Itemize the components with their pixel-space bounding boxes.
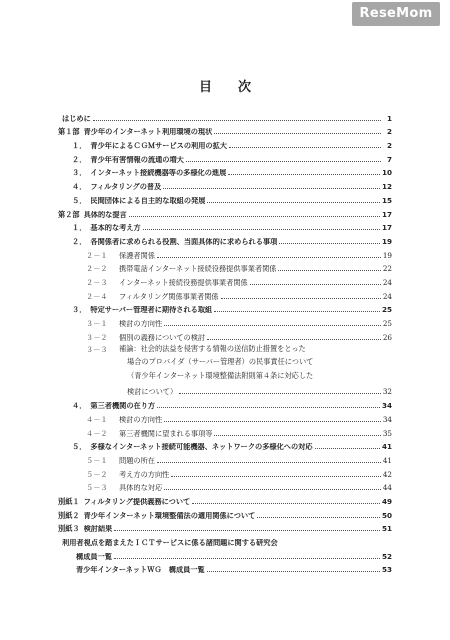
toc-entry-label: 青少年インターネット環境整備法の適用関係について	[83, 511, 256, 520]
toc-entry-label: 青少年有害情報の流通の増大	[90, 155, 184, 164]
dot-leader	[214, 133, 381, 134]
toc-entry-label: 民間団体による自主的な取組の発展	[90, 196, 206, 205]
toc-entry-label: フィルタリングの普及	[90, 183, 162, 192]
toc-entry-number: ４．	[72, 182, 87, 192]
toc-entry-line: 補論：社会的法益を侵害する情報の送信防止措置をとった	[119, 343, 306, 353]
toc-entry[interactable]	[58, 246, 392, 260]
toc-entry-number: １．	[72, 223, 87, 233]
toc-entry[interactable]	[58, 547, 392, 561]
toc-entry-label: フィルタリング提供義務について	[83, 497, 191, 506]
toc-entry[interactable]	[58, 191, 392, 205]
toc-entry[interactable]	[58, 328, 392, 342]
toc-entry-page: 42	[382, 469, 392, 479]
toc-entry-number: ５．	[72, 442, 87, 452]
dot-leader	[228, 174, 380, 175]
toc-entry-page: 19	[381, 236, 392, 246]
toc-entry[interactable]	[58, 260, 392, 274]
toc-entry-number: ３．	[72, 305, 87, 315]
toc-entry[interactable]	[58, 123, 392, 137]
toc-entry-label: 構成員一覧	[76, 552, 112, 561]
toc-entry-label: 基本的な考え方	[90, 224, 141, 233]
dot-leader	[278, 270, 380, 271]
toc-entry[interactable]	[58, 301, 392, 315]
toc-entry-number: ５－２	[86, 469, 108, 479]
toc-entry-number: ２－４	[86, 291, 108, 301]
toc-entry-label: 青少年のインターネット利用環境の現状	[83, 128, 213, 137]
toc-entry[interactable]	[58, 396, 392, 410]
toc-entry[interactable]	[58, 451, 392, 465]
dot-leader	[163, 188, 380, 189]
toc-entry-number: ５－３	[86, 483, 108, 493]
page-title: 目次	[198, 80, 277, 95]
toc-entry-label: 利用者視点を踏まえたＩＣＴサービスに係る諸問題に関する研究会	[62, 539, 278, 547]
dot-leader	[214, 311, 380, 312]
dot-leader	[164, 489, 381, 490]
table-of-contents	[58, 109, 392, 574]
toc-entry-page: 22	[382, 264, 392, 274]
toc-entry-number: 第２部	[58, 209, 80, 219]
toc-entry-page: 41	[381, 442, 392, 452]
toc-entry-label: 保護者関係	[119, 251, 155, 260]
toc-entry-label: 具体的な提言	[83, 210, 127, 219]
toc-entry-number: ３－１	[86, 319, 108, 328]
toc-entry-label: フィルタリング関係事業者関係	[119, 292, 219, 301]
toc-entry[interactable]	[58, 232, 392, 246]
toc-entry[interactable]	[58, 205, 392, 219]
dot-leader	[315, 448, 380, 449]
toc-entry-page: 17	[381, 223, 392, 233]
dot-leader	[129, 216, 380, 217]
dot-leader	[257, 517, 380, 518]
toc-entry[interactable]	[58, 424, 392, 438]
toc-entry-label: 問題の所在	[119, 456, 155, 465]
toc-entry-label: インターネット接続機器等の多様化の進展	[90, 169, 227, 178]
toc-entry-number: ４－１	[86, 414, 108, 424]
toc-entry-page: 15	[381, 195, 392, 205]
toc-entry-label: はじめに	[62, 114, 91, 123]
toc-entry[interactable]	[58, 109, 392, 123]
toc-entry-number: ５．	[72, 195, 87, 205]
dot-leader	[229, 147, 381, 148]
toc-entry-page: 25	[381, 305, 392, 315]
toc-entry[interactable]	[58, 177, 392, 191]
toc-entry[interactable]	[58, 287, 392, 301]
toc-entry-number: 別紙１	[58, 496, 80, 506]
toc-entry-page: 24	[382, 277, 392, 287]
toc-entry-label: 個別の義務についての検討	[119, 333, 206, 342]
toc-entry-page: 44	[382, 483, 392, 493]
toc-entry[interactable]	[58, 314, 392, 328]
dot-leader	[171, 476, 381, 477]
toc-entry-number: ３－２	[86, 332, 108, 342]
toc-entry[interactable]	[58, 492, 392, 506]
dot-leader	[114, 558, 380, 559]
toc-entry[interactable]	[58, 465, 392, 479]
toc-entry-number: ２．	[72, 154, 87, 164]
toc-entry-page: 19	[382, 250, 392, 260]
toc-entry-label: 検討結果	[83, 525, 113, 534]
toc-entry-page: 24	[382, 291, 392, 301]
toc-entry-line-last	[119, 383, 392, 397]
toc-entry-number: 別紙３	[58, 524, 80, 534]
toc-entry[interactable]	[58, 561, 392, 575]
toc-entry[interactable]	[58, 150, 392, 164]
toc-entry-label: 検討の方向性	[119, 415, 163, 424]
toc-entry-page: 41	[382, 455, 392, 465]
toc-entry-line: 場合のプロバイダ（サーバー管理者）の民事責任について	[127, 357, 314, 367]
toc-entry-label: 青少年によるＣＧＭサービスの利用の拡大	[90, 142, 227, 151]
toc-entry-page: 50	[381, 510, 392, 520]
toc-entry-number: 別紙２	[58, 510, 80, 520]
toc-entry[interactable]	[58, 479, 392, 493]
toc-entry-number: ３－３	[86, 344, 108, 354]
toc-entry-page: 34	[381, 401, 392, 411]
toc-entry-page: 10	[381, 168, 392, 178]
dot-leader	[93, 120, 381, 121]
toc-entry-page: 7	[386, 154, 392, 164]
toc-entry-page: 2	[386, 141, 392, 151]
toc-entry[interactable]	[58, 136, 392, 150]
toc-entry-number: １．	[72, 141, 87, 151]
toc-entry[interactable]	[58, 273, 392, 287]
toc-entry-page: 12	[381, 182, 392, 192]
toc-entry-page: 49	[381, 496, 392, 506]
toc-entry[interactable]	[58, 219, 392, 233]
toc-entry-label: 検討の方向性	[119, 320, 163, 328]
toc-entry-page: 2	[386, 127, 392, 137]
toc-entry-3-3[interactable]	[58, 342, 392, 397]
toc-entry-label: 第三者機関の在り方	[90, 402, 156, 411]
toc-entry-number: ２．	[72, 236, 87, 246]
toc-entry-number: ４．	[72, 401, 87, 411]
dot-leader	[157, 407, 380, 408]
toc-entry-label: 携帯電話インターネット接続役務提供事業者関係	[119, 265, 277, 274]
dot-leader	[143, 229, 380, 230]
toc-section-2	[58, 396, 392, 574]
toc-entry[interactable]	[58, 410, 392, 424]
toc-entry-label: 特定サーバー管理者に期待される取組	[90, 306, 213, 315]
toc-entry-label: 多様なインターネット接続可能機器、ネットワークの多様化への対応	[90, 443, 313, 452]
toc-entry[interactable]	[58, 520, 392, 534]
toc-entry-label: インターネット接続役務提供事業者関係	[119, 278, 248, 287]
dot-leader	[157, 257, 381, 258]
toc-entry-text	[119, 342, 392, 397]
toc-entry-line: 検討について）	[127, 388, 178, 397]
toc-entry-number: ３．	[72, 168, 87, 178]
toc-entry-page: 32	[382, 387, 392, 397]
dot-leader	[221, 298, 381, 299]
toc-entry-page: 25	[382, 319, 392, 328]
toc-entry-page: 26	[382, 332, 392, 342]
dot-leader	[250, 284, 381, 285]
toc-entry-page: 53	[381, 565, 392, 575]
dot-leader	[214, 435, 380, 436]
toc-entry-label: 各関係者に求められる役割、当面具体的に求められる事項	[90, 237, 278, 246]
dot-leader	[186, 161, 381, 162]
toc-entry[interactable]	[58, 533, 392, 547]
dot-leader	[164, 325, 381, 326]
toc-entry-line: （青少年インターネット環境整備法附則第４条に対応した	[127, 371, 314, 381]
dot-leader	[207, 571, 380, 572]
dot-leader	[114, 530, 380, 531]
dot-leader	[207, 339, 381, 340]
toc-entry-number: 第１部	[58, 127, 80, 137]
toc-entry-label: 第三者機関に望まれる事項等	[119, 429, 213, 438]
toc-entry-number: ４－２	[86, 428, 108, 438]
dot-leader	[179, 393, 381, 394]
dot-leader	[157, 462, 381, 463]
toc-entry-page: 51	[381, 524, 392, 534]
toc-entry-label: 考え方の方向性	[119, 470, 170, 479]
toc-entry-number: ２－１	[86, 250, 108, 260]
dot-leader	[164, 421, 381, 422]
toc-entry-label: 青少年インターネットＷＧ 構成員一覧	[76, 566, 205, 575]
toc-entry-page: 52	[381, 551, 392, 561]
toc-entry[interactable]	[58, 506, 392, 520]
toc-entry-page: 34	[382, 414, 392, 424]
toc-entry[interactable]	[58, 164, 392, 178]
toc-entry-number: ５－１	[86, 455, 108, 465]
toc-entry-page: 17	[381, 209, 392, 219]
dot-leader	[192, 503, 380, 504]
toc-entry-page: 35	[382, 428, 392, 438]
toc-entry-label: 具体的な対応	[119, 484, 163, 493]
dot-leader	[207, 202, 380, 203]
toc-entry-page: 1	[386, 113, 392, 123]
toc-entry-number: ２－２	[86, 264, 108, 274]
toc-entry[interactable]	[58, 438, 392, 452]
resemom-logo: ReseMom	[352, 2, 440, 26]
dot-leader	[279, 243, 380, 244]
toc-entry-number: ２－３	[86, 277, 108, 287]
toc-section-1	[58, 109, 392, 342]
